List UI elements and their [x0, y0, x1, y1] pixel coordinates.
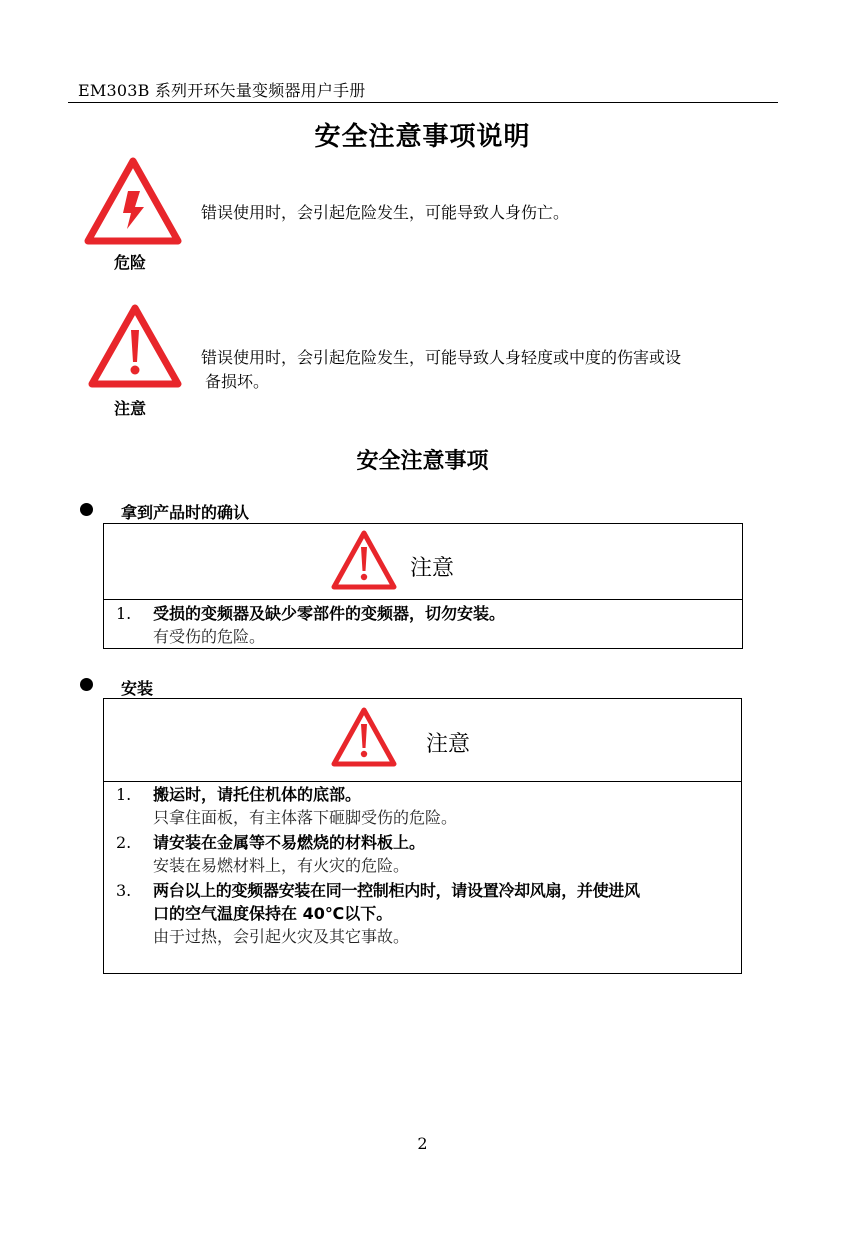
section-heading-installation: 安装	[121, 679, 154, 698]
item-note: 安装在易燃材料上，有火灾的危险。	[153, 856, 410, 875]
item-note: 只拿住面板，有主体落下砸脚受伤的危险。	[153, 808, 458, 827]
caution-box-receipt	[103, 523, 743, 649]
item-number: 3.	[116, 881, 132, 900]
caution-box-label: 注意	[426, 732, 471, 757]
item-instruction: 请安装在金属等不易燃烧的材料板上。	[153, 833, 426, 852]
header-rule	[68, 102, 778, 103]
exclamation-warning-icon	[331, 530, 397, 590]
item-number: 1.	[116, 604, 132, 623]
item-number: 1.	[116, 785, 132, 804]
high-voltage-warning-icon	[84, 157, 182, 245]
section-heading-receipt: 拿到产品时的确认	[121, 503, 250, 522]
exclamation-warning-icon	[88, 304, 182, 388]
page-title: 安全注意事项说明	[314, 122, 531, 152]
caution-box-installation	[103, 698, 742, 974]
page-number: 2	[417, 1134, 428, 1153]
running-header: EM303B 系列开环矢量变频器用户手册	[78, 81, 366, 100]
caution-box-header	[104, 699, 741, 782]
bullet-icon	[80, 503, 93, 516]
caution-description-line1: 错误使用时，会引起危险发生，可能导致人身轻度或中度的伤害或设	[201, 348, 682, 367]
list-item	[116, 831, 736, 877]
list-item	[116, 602, 736, 648]
danger-label: 危险	[114, 253, 147, 272]
bullet-icon	[80, 678, 93, 691]
item-note: 有受伤的危险。	[153, 627, 266, 646]
caution-box-header	[104, 524, 742, 600]
section-title: 安全注意事项	[356, 448, 489, 474]
list-item	[116, 783, 736, 829]
item-instruction-line1: 两台以上的变频器安装在同一控制柜内时，请设置冷却风扇，并使进风	[153, 881, 640, 900]
item-instruction: 受损的变频器及缺少零部件的变频器，切勿安装。	[153, 604, 506, 623]
caution-box-label: 注意	[410, 556, 455, 581]
exclamation-warning-icon	[331, 707, 397, 767]
item-instruction-line2: 口的空气温度保持在 40℃以下。	[153, 904, 393, 923]
caution-label: 注意	[114, 399, 147, 418]
list-item	[116, 879, 736, 948]
item-instruction: 搬运时，请托住机体的底部。	[153, 785, 362, 804]
item-note: 由于过热，会引起火灾及其它事故。	[153, 927, 410, 946]
danger-description: 错误使用时，会引起危险发生，可能导致人身伤亡。	[201, 203, 570, 222]
caution-description-line2: 备损坏。	[205, 372, 270, 391]
item-number: 2.	[116, 833, 132, 852]
